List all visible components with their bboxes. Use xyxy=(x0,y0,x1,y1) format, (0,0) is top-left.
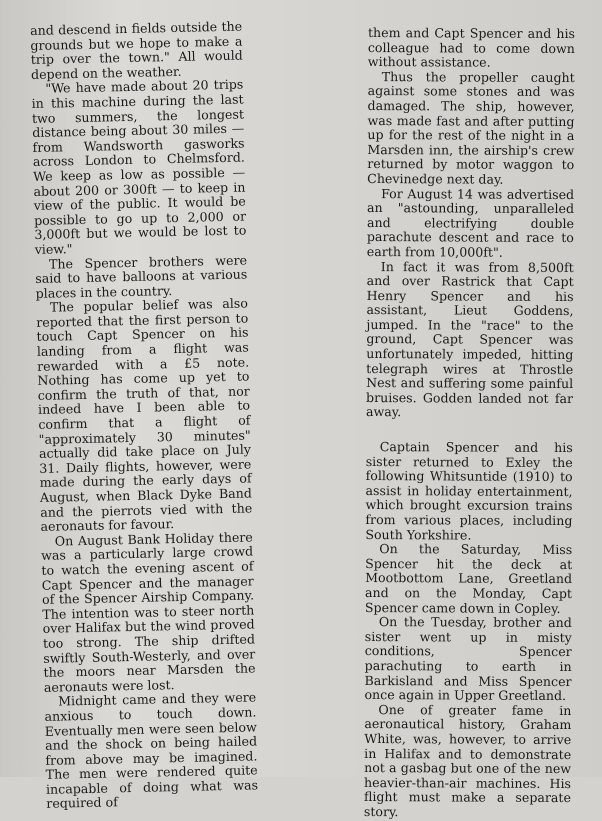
left-column xyxy=(30,20,258,812)
paragraph: In fact it was from 8,500ft and over Rastrick that Capt Henry Spencer and his assistant, Lieut Goddens, jumped. In the "race" to the ground, Capt Spencer was unfortunately impeded, hitting telegraph wires at Throstle Nest and suffering some painful bruises. Godden landed not far away. xyxy=(365,258,574,420)
paragraph: One of greater fame in aeronautical history, Graham White, was, however, to arrive in Halifax and to demonstrate not a gasbag but one of the new heavier-than-air machines. His flight must make a separate story. xyxy=(363,701,572,820)
paragraph: On the Tuesday, brother and sister went up in misty conditions, Spencer parachuting to earth in Barkisland and Miss Spencer once again in Upper Greetland. xyxy=(364,614,572,704)
paragraph: Captain Spencer and his sister returned to Exley the following Whitsuntide (1910) to assist in holiday entertainment, which brought excursion trains from various places, including South Yorkshire. xyxy=(365,439,573,543)
paragraph: and descend in fields outside the grounds but we hope to make a trip over the town." All would depend on the weather. xyxy=(29,18,243,82)
paragraph: The Spencer brothers were said to have balloons at various places in the country. xyxy=(35,252,248,301)
paragraph: The popular belief was also reported that the first person to touch Capt Spencer on his landing from a flight was rewarded with a £5 note. Nothing has come up yet to confirm the truth of that, nor indeed have I been able to confirm that a flight of "approximately 30 minutes" actually did take place on July 31. Daily flights, however, were made during the early days of August, when Black Dyke Band and the pierrots vied with the aeronauts for favour. xyxy=(36,295,253,535)
paragraph: Thus the propeller caught against some stones and was damaged. The ship, however, was made fast and after putting up for the rest of the night in a Marsden inn, the airship's crew returned by motor waggon to Chevinedge next day. xyxy=(367,68,575,187)
paragraph: On the Saturday, Miss Spencer hit the deck at Mootbottom Lane, Greetland and on the Monday, Capt Spencer came down in Copley. xyxy=(364,541,573,616)
paragraph: "We have made about 20 trips in this machine during the last two summers, the longest distance being about 30 miles — from Wandsworth gasworks across London to Chelmsford. We keep as low as possible — about 200 or 300ft — to keep in view of the public. It would be possible to go up to 2,000 or 3,000ft but we would be lost to view." xyxy=(31,76,247,257)
right-column xyxy=(364,26,575,821)
paragraph: On August Bank Holiday there was a particularly large crowd to watch the evening ascent of Capt Spencer and the manager of the Spencer Airship Company. The intention was to steer north over Halifax but the wind proved too strong. The ship drifted swiftly South-Westerly, and over the moors near Marsden the aeronauts were lost. xyxy=(40,529,256,695)
paragraph: Midnight came and they were anxious to touch down. Eventually men were seen below and the shock on being hailed from above may be imagined. The men were rendered quite incapable of doing what was required of xyxy=(44,689,259,812)
paragraph: them and Capt Spencer and his colleague had to come down without assistance. xyxy=(367,25,576,70)
paragraph: For August 14 was advertised an "astounding, unparalleled and electrifying double parachute descent and race to earth from 10,000ft". xyxy=(366,185,575,260)
